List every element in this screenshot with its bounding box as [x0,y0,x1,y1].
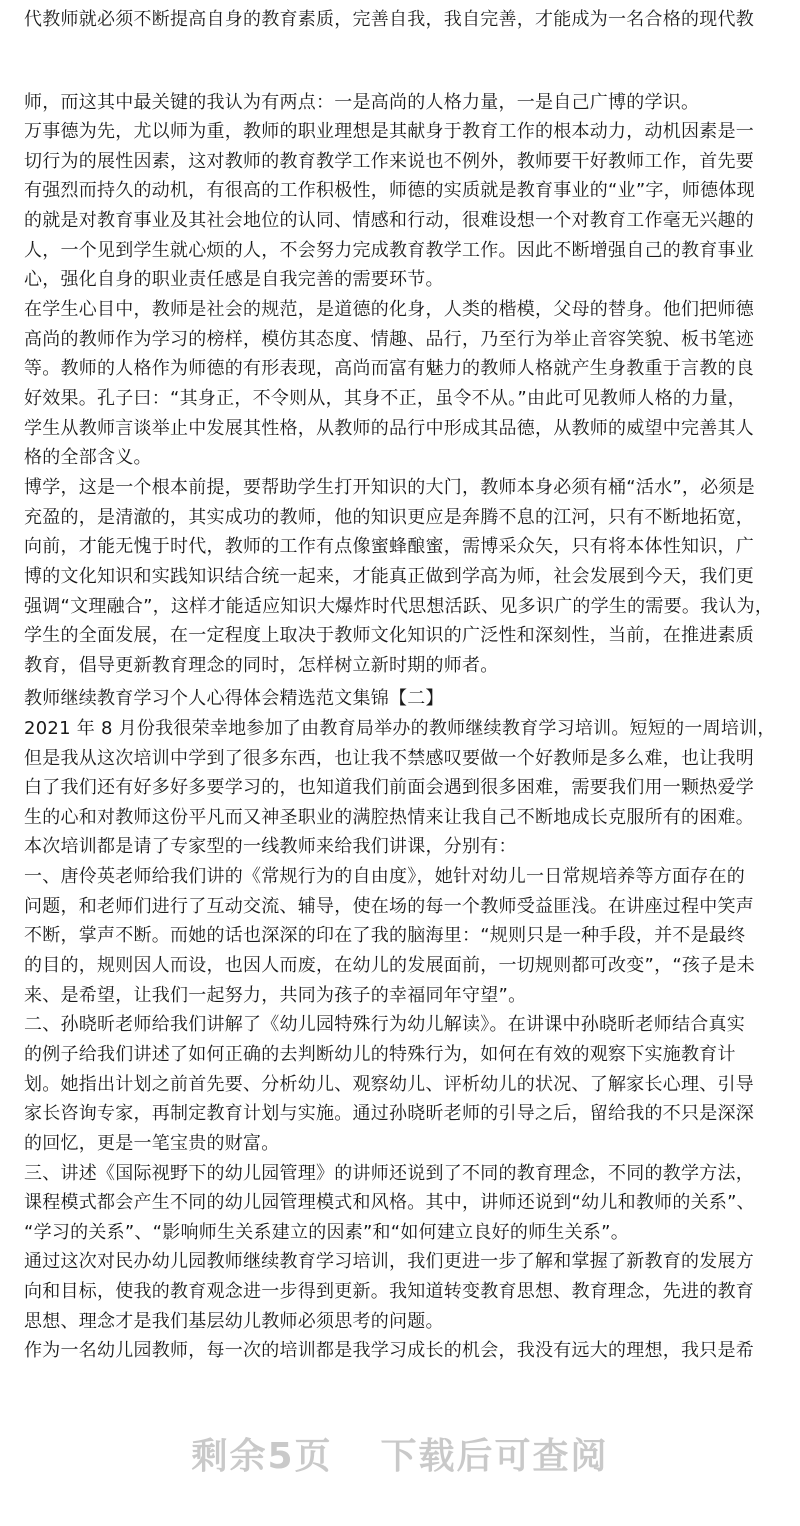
text-line: 二、孙晓昕老师给我们讲解了《幼儿园特殊行为幼儿解读》。在讲课中孙晓昕老师结合真实 [24,1014,745,1035]
remaining-pages-label[interactable]: 剩余5页 [191,1435,333,1477]
text-line: 课程模式都会产生不同的幼儿园管理模式和风格。其中，讲师还说到“幼儿和教师的关系”、 [24,1192,755,1213]
text-line: 学生从教师言谈举止中发展其性格，从教师的品行中形成其品德，从教师的威望中完善其人 [24,418,754,439]
text-line: 心，强化自身的职业责任感是自我完善的需要环节。 [24,269,444,290]
text-line: 向和目标，使我的教育观念进一步得到更新。我知道转变教育思想、教育理念，先进的教育 [24,1281,754,1302]
text-line: 的回忆，更是一笔宝贵的财富。 [24,1133,280,1154]
download-to-view-label[interactable]: 下载后可查阅 [380,1435,609,1477]
text-line: 博的文化知识和实践知识结合统一起来，才能真正做到学高为师，社会发展到今天，我们更 [24,566,754,587]
download-banner[interactable] [0,1418,800,1488]
text-line: 学生的全面发展，在一定程度上取决于教师文化知识的广泛性和深刻性，当前，在推进素质 [24,625,754,646]
text-line: 一、唐伶英老师给我们讲的《常规行为的自由度》，她针对幼儿一日常规培养等方面存在的 [24,866,745,887]
text-line: 白了我们还有好多好多要学习的，也知道我们前面会遇到很多困难，需要我们用一颗热爱学 [24,777,754,798]
text-line: 有强烈而持久的动机，有很高的工作积极性，师德的实质就是教育事业的“业”字，师德体现 [24,180,755,201]
text-line: 的目的，规则因人而设，也因人而废，在幼儿的发展面前，一切规则都可改变”，“孩子是未 [24,955,755,976]
text-line: 问题，和老师们进行了互动交流、辅导，使在场的每一个教师受益匪浅。在讲座过程中笑声 [24,896,754,917]
text-line: 强调“文理融合”，这样才能适应知识大爆炸时代思想活跃、见多识广的学生的需要。我认为， [24,596,774,617]
text-line: 通过这次对民办幼儿园教师继续教育学习培训，我们更进一步了解和掌握了新教育的发展方 [24,1251,754,1272]
text-line: 的就是对教育事业及其社会地位的认同、情感和行动，很难设想一个对教育工作毫无兴趣的 [24,210,754,231]
text-line: 向前，才能无愧于时代，教师的工作有点像蜜蜂酿蜜，需博采众矢，只有将本体性知识，广 [24,536,754,557]
text-line: 本次培训都是请了专家型的一线教师来给我们讲课，分别有： [24,836,517,857]
text-line: 代教师就必须不断提高自身的教育素质，完善自我，我自完善，才能成为一名合格的现代教 [24,9,754,30]
text-line: 的例子给我们讲述了如何正确的去判断幼儿的特殊行为，如何在有效的观察下实施教育计 [24,1044,736,1065]
text-line: 思想、理念才是我们基层幼儿教师必须思考的问题。 [24,1311,444,1332]
text-line: 等。教师的人格作为师德的有形表现，高尚而富有魅力的教师人格就产生身教重于言教的良 [24,358,754,379]
text-line: 作为一名幼儿园教师，每一次的培训都是我学习成长的机会，我没有远大的理想，我只是希 [24,1340,754,1361]
text-line: 来、是希望，让我们一起努力，共同为孩子的幸福同年守望”。 [24,985,527,1006]
text-line: 博学，这是一个根本前提，要帮助学生打开知识的大门，教师本身必须有桶“活水”，必须是 [24,477,755,498]
text-line: 充盈的，是清澈的，其实成功的教师，他的知识更应是奔腾不息的江河，只有不断地拓宽， [24,507,754,528]
text-line: 不断，掌声不断。而她的话也深深的印在了我的脑海里：“规则只是一种手段，并不是最终 [24,925,746,946]
text-line: 高尚的教师作为学习的榜样，模仿其态度、情趣、品行，乃至行为举止音容笑貌、板书笔迹 [24,329,754,350]
text-line: 但是我从这次培训中学到了很多东西，也让我不禁感叹要做一个好教师是多么难，也让我明 [24,748,754,769]
text-line: 万事德为先，尤以师为重，教师的职业理想是其献身于教育工作的根本动力，动机因素是一 [24,121,754,142]
text-line: 2021 年 8 月份我很荣幸地参加了由教育局举办的教师继续教育学习培训。短短的一周培训， [24,718,776,739]
text-line: 切行为的展性因素，这对教师的教育教学工作来说也不例外，教师要干好教师工作，首先要 [24,151,754,172]
text-line: 人，一个见到学生就心烦的人，不会努力完成教育教学工作。因此不断增强自己的教育事业 [24,240,754,261]
text-line: 教育，倡导更新教育理念的同时，怎样树立新时期的师者。 [24,655,499,676]
text-line: 在学生心目中，教师是社会的规范，是道德的化身，人类的楷模，父母的替身。他们把师德 [24,299,754,320]
text-line: 师，而这其中最关键的我认为有两点：一是高尚的人格力量，一是自己广博的学识。 [24,92,700,113]
text-line: 格的全部含义。 [24,447,152,468]
text-line: 三、讲述《国际视野下的幼儿园管理》的讲师还说到了不同的教育理念，不同的教学方法， [24,1163,754,1184]
text-line: 划。她指出计划之前首先要、分析幼儿、观察幼儿、评析幼儿的状况、了解家长心理、引导 [24,1074,754,1095]
section-heading: 教师继续教育学习个人心得体会精选范文集锦【二】 [24,688,444,709]
text-line: 家长咨询专家，再制定教育计划与实施。通过孙晓昕老师的引导之后，留给我的不只是深深 [24,1103,754,1124]
text-line: “学习的关系”、“影响师生关系建立的因素”和“如何建立良好的师生关系”。 [24,1222,629,1243]
text-line: 好效果。孔子曰：“其身正，不令则从，其身不正，虽令不从。”由此可见教师人格的力量， [24,388,746,409]
text-line: 生的心和对教师这份平凡而又神圣职业的满腔热情来让我自己不断地成长克服所有的困难。 [24,807,754,828]
